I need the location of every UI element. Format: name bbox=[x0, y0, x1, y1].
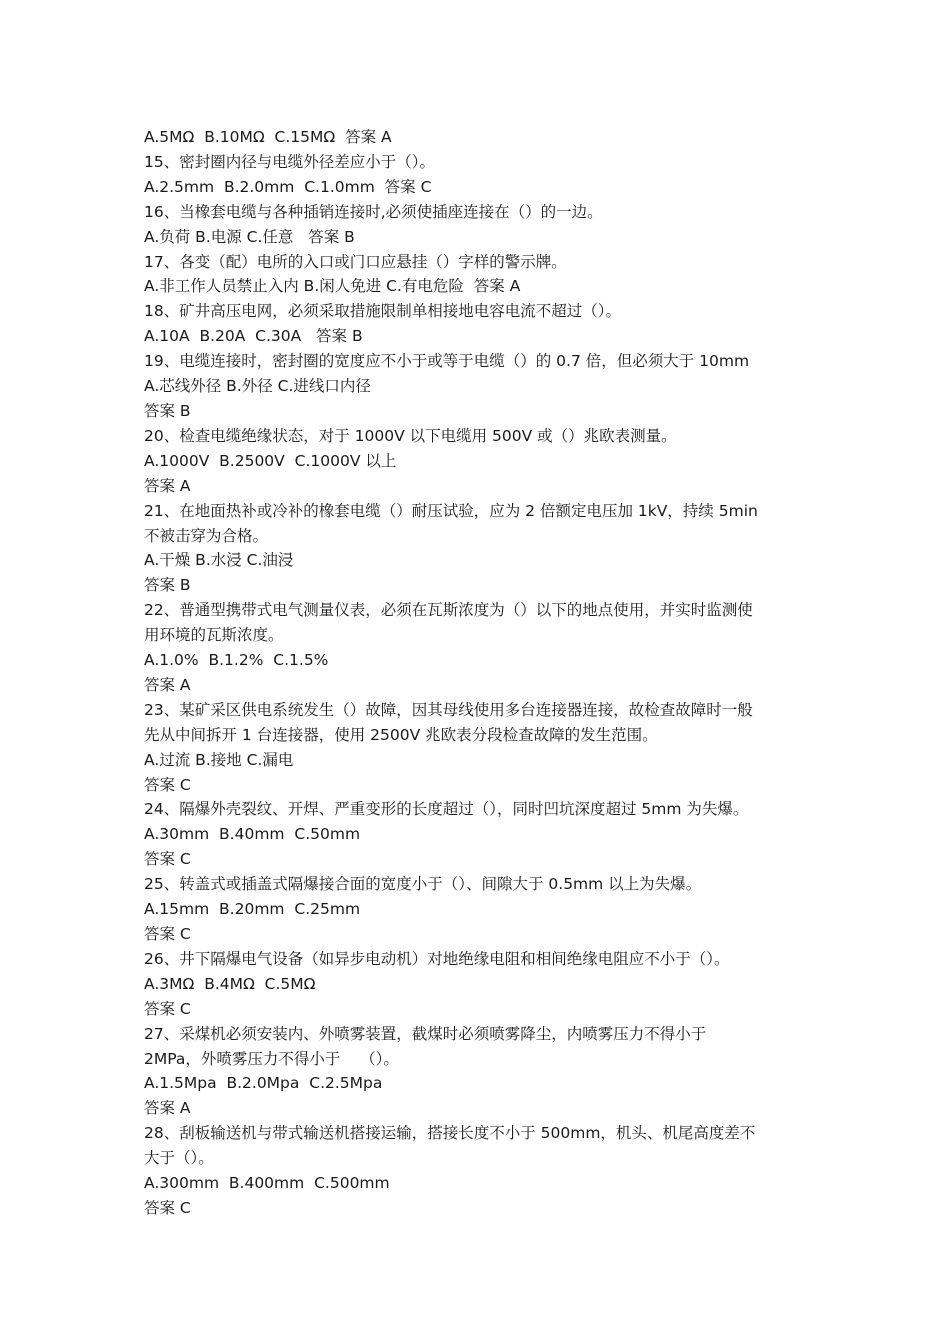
text-line: 答案 B bbox=[144, 401, 191, 420]
text-line: A.负荷 B.电源 C.任意 答案 B bbox=[144, 227, 355, 246]
text-line: 答案 A bbox=[144, 1099, 191, 1118]
text-line: A.10A B.20A C.30A 答案 B bbox=[144, 327, 363, 346]
text-line: A.3MΩ B.4MΩ C.5MΩ bbox=[144, 974, 316, 993]
text-line: 答案 A bbox=[144, 476, 191, 495]
text-line: 答案 C bbox=[144, 850, 191, 869]
text-line: 先从中间拆开 1 台连接器，使用 2500V 兆欧表分段检查故障的发生范围。 bbox=[144, 725, 658, 744]
text-line: 答案 C bbox=[144, 1198, 191, 1217]
text-line: A.15mm B.20mm C.25mm bbox=[144, 900, 361, 919]
text-line: A.2.5mm B.2.0mm C.1.0mm 答案 C bbox=[144, 177, 432, 196]
text-line: A.1000V B.2500V C.1000V 以上 bbox=[144, 451, 397, 470]
text-line: 15、密封圈内径与电缆外径差应小于（）。 bbox=[144, 152, 435, 171]
text-line: A.1.0% B.1.2% C.1.5% bbox=[144, 651, 329, 670]
text-line: 答案 B bbox=[144, 576, 191, 595]
text-line: 23、某矿采区供电系统发生（）故障，因其母线使用多台连接器连接，故检查故障时一般 bbox=[144, 700, 753, 719]
text-line: A.300mm B.400mm C.500mm bbox=[144, 1174, 390, 1193]
text-line: 21、在地面热补或冷补的橡套电缆（）耐压试验，应为 2 倍额定电压加 1kV，持续 5min bbox=[144, 501, 758, 520]
text-line: 22、普通型携带式电气测量仪表，必须在瓦斯浓度为（）以下的地点使用，并实时监测使 bbox=[144, 601, 753, 620]
text-line: 答案 C bbox=[144, 999, 191, 1018]
text-line: 17、各变（配）电所的入口或门口应悬挂（）字样的警示牌。 bbox=[144, 252, 567, 271]
text-line: 19、电缆连接时，密封圈的宽度应不小于或等于电缆（）的 0.7 倍，但必须大于 10mm bbox=[144, 352, 750, 371]
text-line: 20、检查电缆绝缘状态，对于 1000V 以下电缆用 500V 或（）兆欧表测量。 bbox=[144, 426, 677, 445]
text-line: 答案 A bbox=[144, 675, 191, 694]
text-line: 27、采煤机必须安装内、外喷雾装置，截煤时必须喷雾降尘，内喷雾压力不得小于 bbox=[144, 1024, 707, 1043]
text-line: 不被击穿为合格。 bbox=[144, 526, 269, 545]
text-line: A.非工作人员禁止入内 B.闲人免进 C.有电危险 答案 A bbox=[144, 277, 521, 296]
text-line: A.过流 B.接地 C.漏电 bbox=[144, 750, 294, 769]
text-line: 26、井下隔爆电气设备（如异步电动机）对地绝缘电阻和相间绝缘电阻应不小于（）。 bbox=[144, 949, 730, 968]
text-line: A.芯线外径 B.外径 C.进线口内径 bbox=[144, 377, 371, 396]
text-line: 答案 C bbox=[144, 925, 191, 943]
text-line: 大于（）。 bbox=[144, 1149, 214, 1168]
text-line: 28、刮板输送机与带式输送机搭接运输，搭接长度不小于 500mm，机头、机尾高度差不 bbox=[144, 1124, 756, 1143]
text-line: 24、隔爆外壳裂纹、开焊、严重变形的长度超过（），同时凹坑深度超过 5mm 为失爆。 bbox=[144, 800, 749, 819]
text-line: 16、当橡套电缆与各种插销连接时,必须使插座连接在（）的一边。 bbox=[144, 202, 603, 221]
text-line: 25、转盖式或插盖式隔爆接合面的宽度小于（）、间隙大于 0.5mm 以上为失爆。 bbox=[144, 875, 702, 894]
text-line: A.干燥 B.水浸 C.油浸 bbox=[144, 551, 294, 570]
text-line: A.1.5Mpa B.2.0Mpa C.2.5Mpa bbox=[144, 1074, 383, 1093]
text-line: A.30mm B.40mm C.50mm bbox=[144, 825, 361, 844]
text-line: 18、矿井高压电网，必须采取措施限制单相接地电容电流不超过（）。 bbox=[144, 302, 621, 321]
text-line: A.5MΩ B.10MΩ C.15MΩ 答案 A bbox=[144, 128, 392, 146]
text-line: 用环境的瓦斯浓度。 bbox=[144, 626, 284, 645]
text-line: 答案 C bbox=[144, 775, 191, 794]
text-line: 2MPa，外喷雾压力不得小于 （）。 bbox=[144, 1049, 399, 1068]
